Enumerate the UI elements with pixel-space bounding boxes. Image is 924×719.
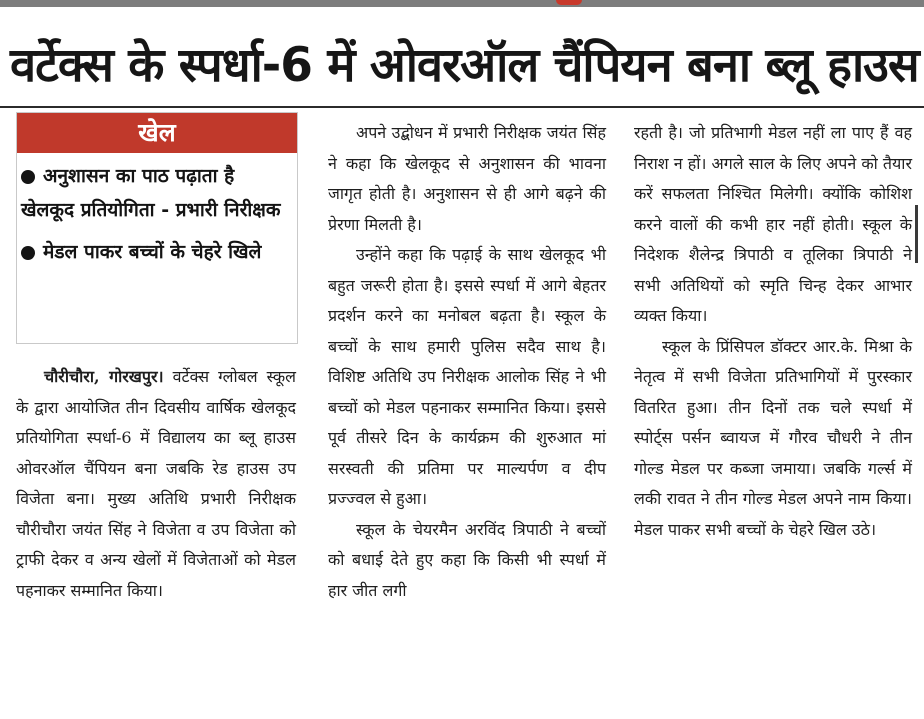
article-paragraph-6: स्कूल के प्रिंसिपल डॉक्टर आर.के. मिश्रा के नेतृत्व में सभी विजेता प्रतिभागियों में पुरस्कार वितरित हुआ। तीन दिनों तक चले स्पर्धा में स्पोर्ट्स पर्सन ब्वायज में गौरव चौधरी ने तीन गोल्ड मेडल पर कब्जा जमाया। जबकि गर्ल्स में लकी रावत ने तीन गोल्ड मेडल अपने नाम किया। मेडल पाकर सभी बच्चों के चेहरे खिल उठे। <box>634 336 912 539</box>
bullet-dot-icon <box>21 170 35 184</box>
headline-rule <box>0 106 924 108</box>
article-column-2 <box>328 118 606 606</box>
article-paragraph-5: रहती है। जो प्रतिभागी मेडल नहीं ला पाए हैं वह निराश न हों। अगले साल के लिए अपने को तैयार करें सफलता निश्चित मिलेगी। क्योंकि कोशिश करने वालों की कभी हार नहीं होती। स्कूल के निदेशक शैलेन्द्र त्रिपाठी व तूलिका त्रिपाठी ने सभी अतिथियों को स्मृति चिन्ह देकर आभार व्यक्त किया। <box>634 123 912 325</box>
article-paragraph-4: स्कूल के चेयरमैन अरविंद त्रिपाठी ने बच्चों को बधाई देते हुए कहा कि किसी भी स्पर्धा में हार जीत लगी <box>328 519 606 600</box>
highlight-text-2: मेडल पाकर बच्चों के चेहरे खिले <box>43 241 262 263</box>
article-paragraph-1 <box>16 362 296 606</box>
bullet-dot-icon <box>21 246 35 260</box>
headline: वर्टेक्स के स्पर्धा-6 में ओवरऑल चैंपियन बना ब्लू हाउस <box>10 38 919 93</box>
paragraph-1-text: वर्टेक्स ग्लोबल स्कूल के द्वारा आयोजित तीन दिवसीय वार्षिक खेलकूद प्रतियोगिता स्पर्धा-6 में विद्यालय का ब्लू हाउस ओवरऑल चैंपियन बना जबकि रेड हाउस उप विजेता बना। मुख्य अतिथि प्रभारी निरीक्षक चौरीचौरा जयंत सिंह ने विजेता व उप विजेता को ट्राफी देकर व अन्य खेलों में विजेताओं को मेडल पहनाकर सम्मानित किया। <box>16 367 296 600</box>
top-accent-mark <box>556 0 582 5</box>
highlight-item-1 <box>17 153 297 229</box>
article-paragraph-3: उन्होंने कहा कि पढ़ाई के साथ खेलकूद भी बहुत जरूरी होता है। इससे स्पर्धा में आगे बेहतर प्रदर्शन करने का मनोबल बढ़ता है। स्कूल के बच्चों के साथ हमारी पुलिस सदैव साथ है। विशिष्ट अतिथि उप निरीक्षक आलोक सिंह ने भी बच्चों को मेडल पहनाकर सम्मानित किया। इससे पूर्व तीसरे दिन के कार्यक्रम की शुरुआत मां सरस्वती की प्रतिमा पर माल्यर्पण व दीप प्रज्ज्वल से हुआ। <box>328 245 606 508</box>
article-column-1 <box>16 362 296 606</box>
dateline: चौरीचौरा, गोरखपुर। <box>44 367 164 386</box>
column-edge-mark <box>915 205 918 263</box>
highlight-item-2 <box>17 229 297 271</box>
article-paragraph-2: अपने उद्बोधन में प्रभारी निरीक्षक जयंत सिंह ने कहा कि खेलकूद से अनुशासन की भावना जागृत होती है। अनुशासन से ही आगे बढ़ने की प्रेरणा मिलती है। <box>328 123 606 234</box>
article-column-3 <box>634 118 912 545</box>
section-tag: खेल <box>17 113 297 153</box>
highlight-text-1: अनुशासन का पाठ पढ़ाता है खेलकूद प्रतियोगिता - प्रभारी निरीक्षक <box>21 165 281 221</box>
highlights-box <box>16 112 298 344</box>
top-border-bar <box>0 0 924 7</box>
